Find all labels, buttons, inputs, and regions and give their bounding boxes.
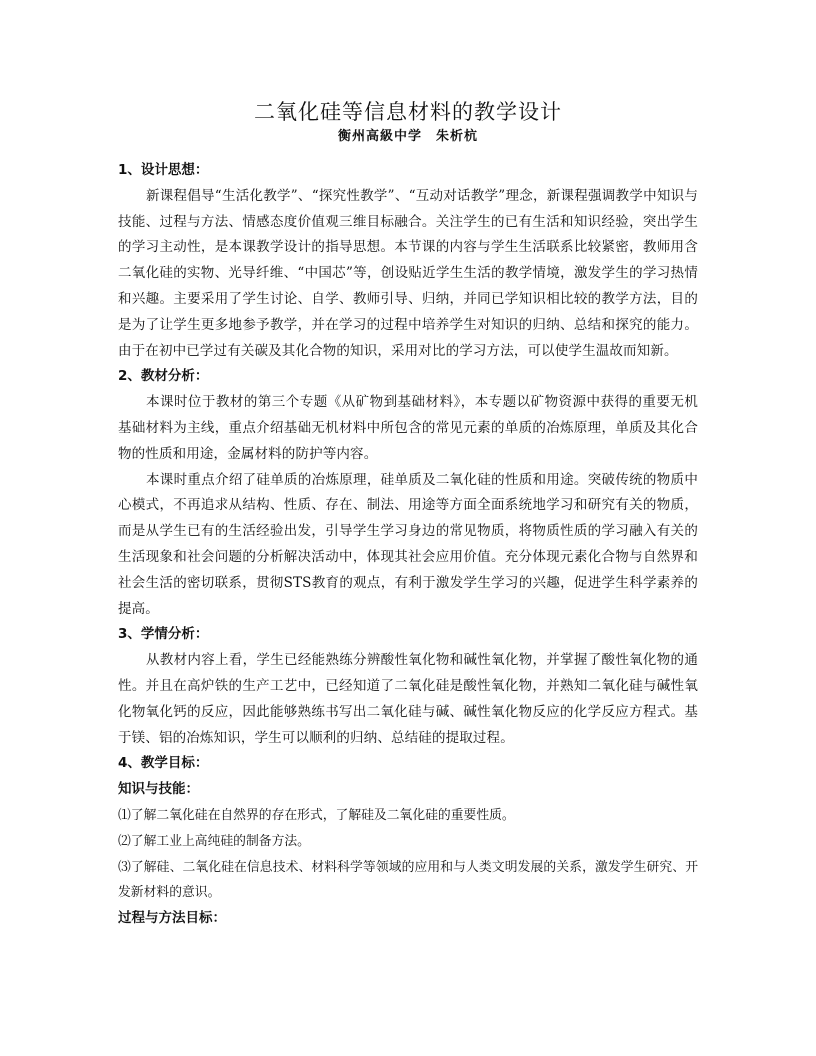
section-1-paragraph: 新课程倡导“生活化教学”、“探究性教学”、“互动对话教学”理念，新课程强调教学中知识与技能、过程与方法、情感态度价值观三维目标融合。关注学生的已有生活和知识经验，突出学生的学习主动性，是本课教学设计的指导思想。本节课的内容与学生生活联系比较紧密，教师用含二氧化硅的实物、光导纤维、“中国芯”等，创设贴近学生生活的教学情境，激发学生的学习热情和兴趣。主要采用了学生讨论、自学、教师引导、归纳，并同已学知识相比较的教学方法，目的是为了让学生更多地参予教学，并在学习的过程中培养学生对知识的归纳、总结和探究的能力。由于在初中已学过有关碳及其化合物的知识，采用对比的学习方法，可以使学生温故而知新。 [118,187,698,359]
document-byline: 衡州高級中学 朱析杭 [337,129,478,144]
document-title: 二氧化硅等信息材料的教学设计 [254,100,562,124]
section-3-heading: 3、学情分析： [118,626,209,643]
section-2-heading: 2、教材分析： [118,368,209,385]
section-4-heading: 4、教学目标： [118,755,209,772]
section-1-heading: 1、设计思想： [118,162,209,178]
section-2-paragraph-2: 本课时重点介绍了硅单质的冶炼原理，硅单质及二氧化硅的性质和用途。突破传统的物质中心模式，不再追求从结构、性质、存在、制法、用途等方面全面系统地学习和研究有关的物质，而是从学生已有的生活经验出发，引导学生学习身边的常见物质，将物质性质的学习融入有关的生活现象和社会问题的分析解决活动中，体现其社会应用价值。充分体现元素化合物与自然界和社会生活的密切联系，贯彻STS教育的观点，有利于激发学生学习的兴趣，促进学生科学素养的提高。 [118,471,698,617]
objective-item: ⑴了解二氧化硅在自然界的存在形式，了解硅及二氧化硅的重要性质。 [118,807,515,823]
objective-item: ⑶了解硅、二氧化硅在信息技术、材料科学等领域的应用和与人类文明发展的关系，激发学生研究、开发新材料的意识。 [118,859,698,901]
section-3-paragraph: 从教材内容上看，学生已经能熟练分辨酸性氧化物和碱性氧化物，并掌握了酸性氧化物的通性。并且在高炉铁的生产工艺中，已经知道了二氧化硅是酸性氧化物，并熟知二氧化硅与碱性氧化物氧化钙的反应，因此能够熟练书写出二氧化硅与碱、碱性氧化物反应的化学反应方程式。基于镁、铝的冶炼知识，学生可以顺利的归纳、总结硅的提取过程。 [118,652,698,746]
objective-item: ⑵了解工业上高纯硅的制备方法。 [118,833,310,849]
section-2-paragraph-1: 本课时位于教材的第三个专题《从矿物到基础材料》，本专题以矿物资源中获得的重要无机基础材料为主线，重点介绍基础无机材料中所包含的常见元素的单质的冶炼原理，单质及其化合物的性质和用途，金属材料的防护等内容。 [118,394,698,462]
document-body [118,158,698,932]
process-method-subheading: 过程与方法目标： [118,910,226,927]
knowledge-skills-subheading: 知识与技能： [118,781,199,798]
